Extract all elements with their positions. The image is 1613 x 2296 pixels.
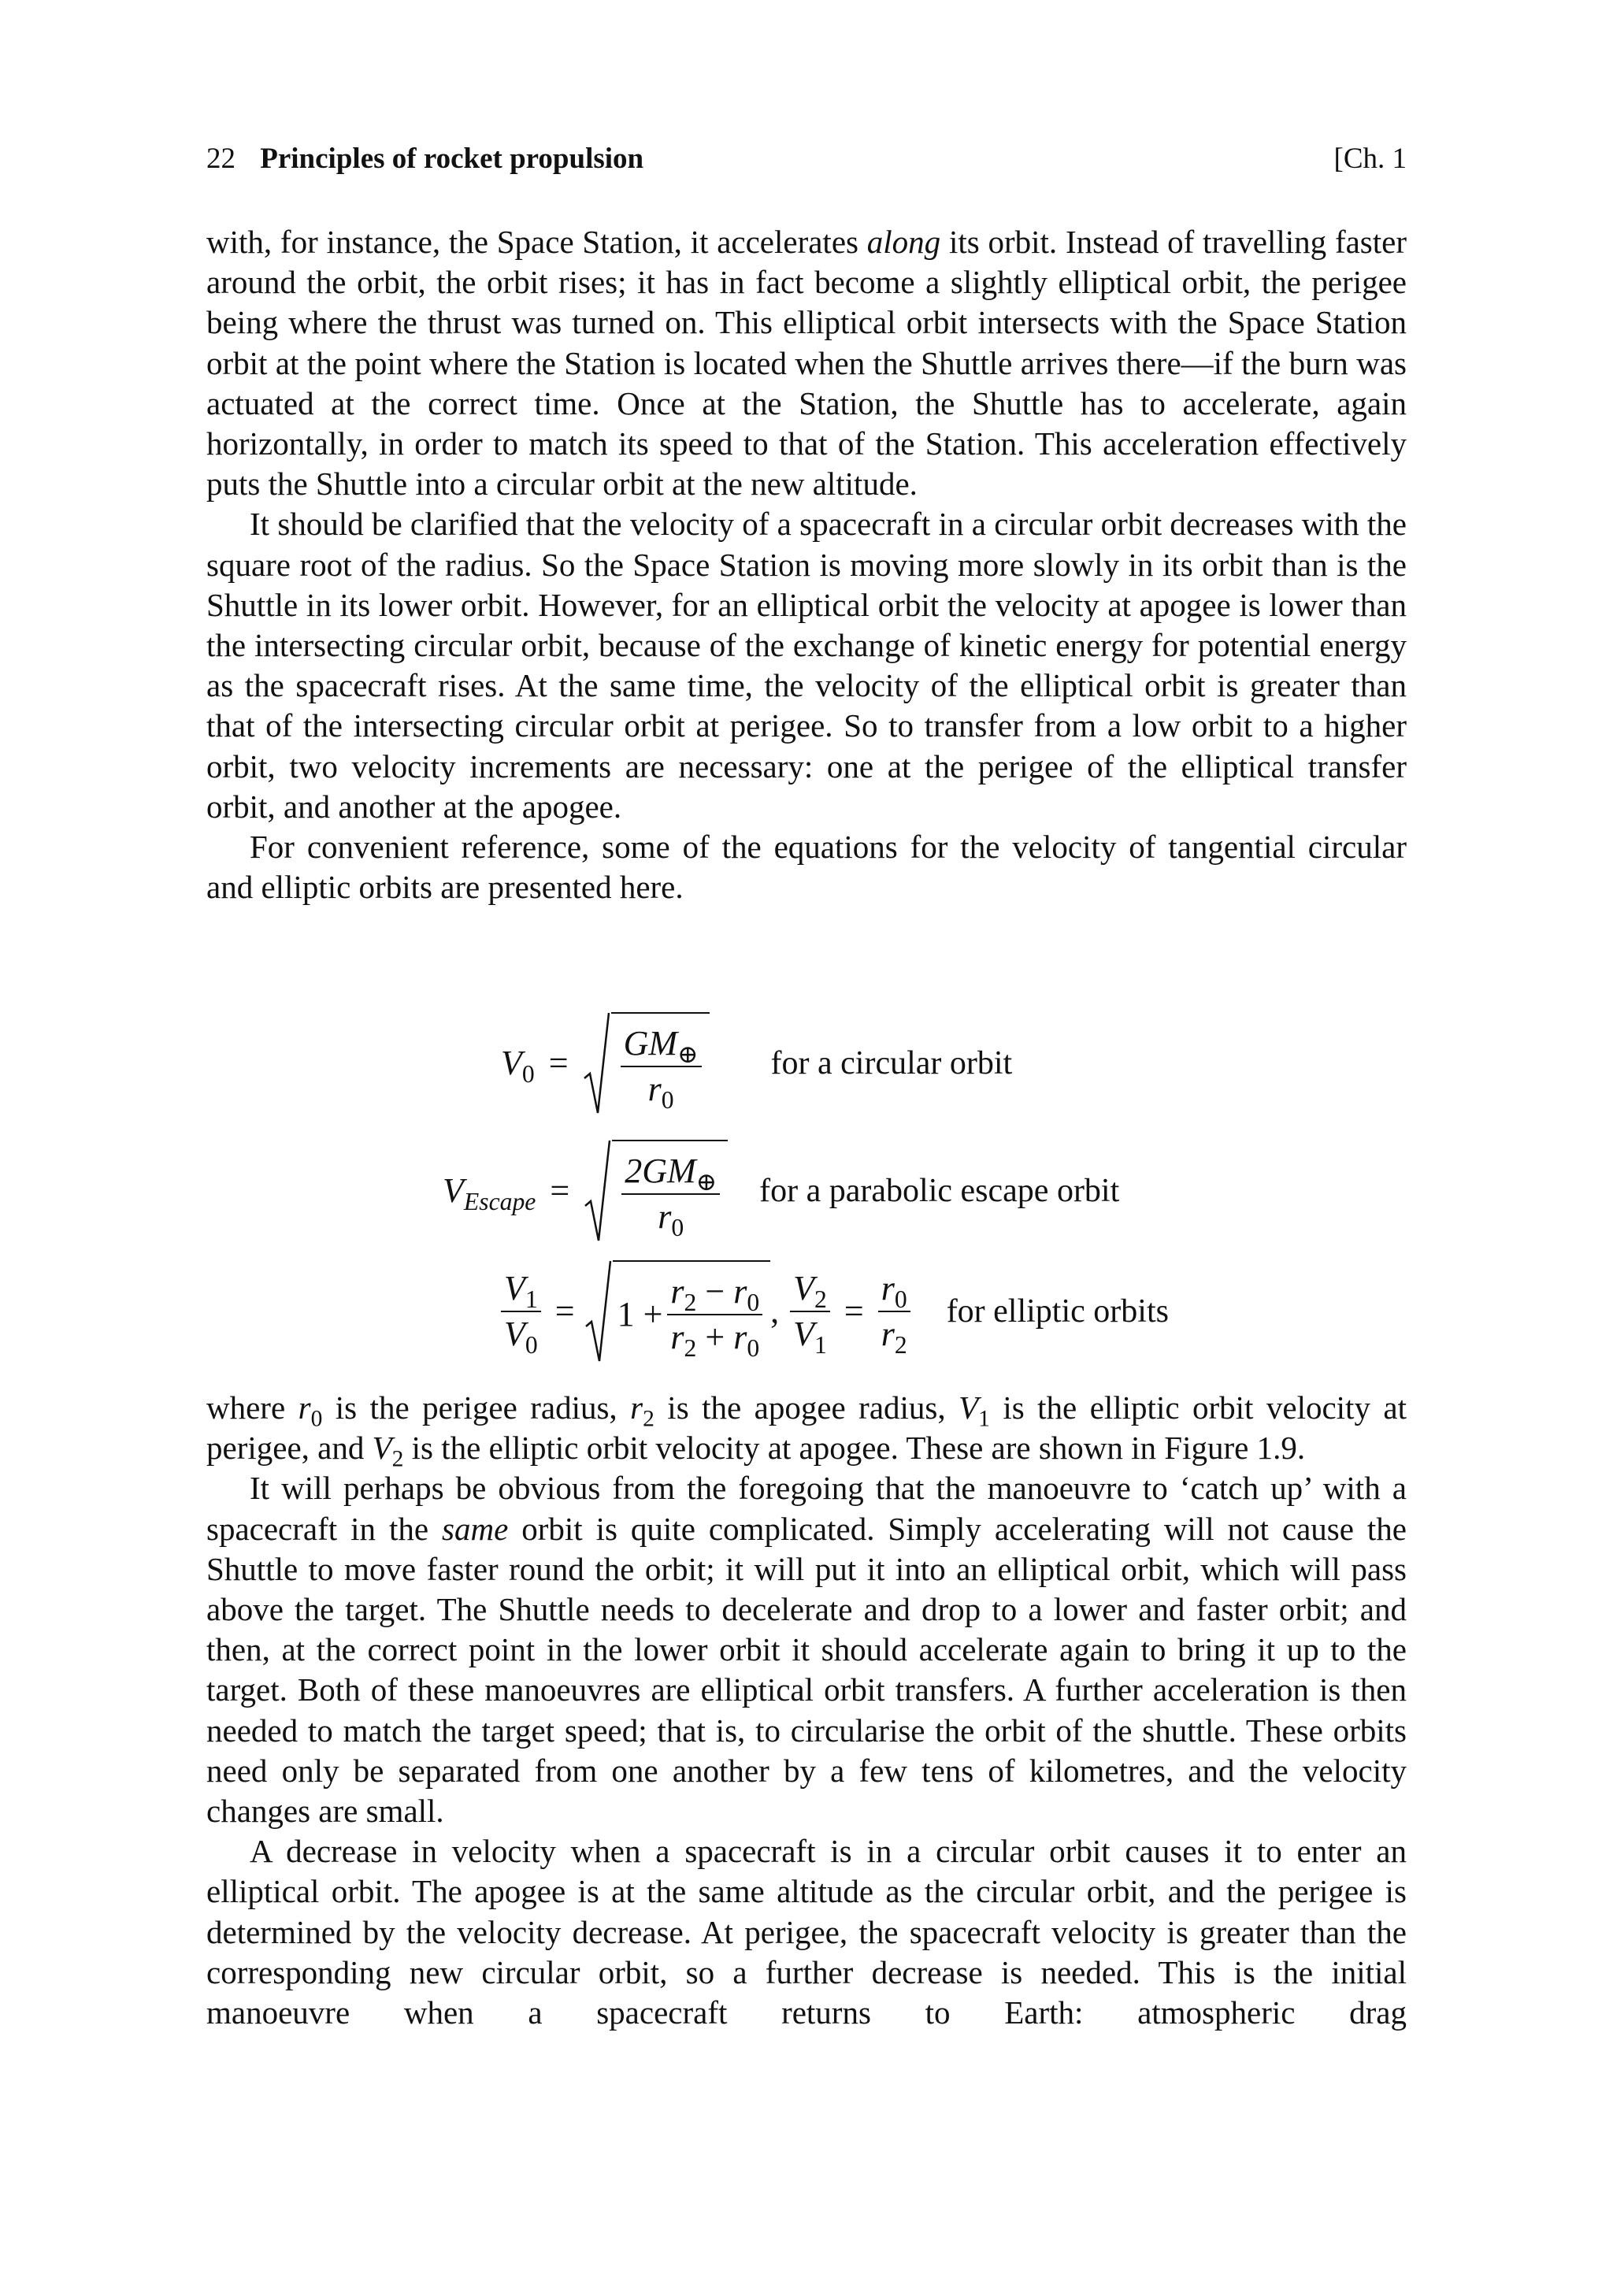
square-root: 1 + $\frac{r_2 - r_0}{r_2 + r_0}$	[584, 1260, 771, 1363]
chapter-label: [Ch. 1	[1333, 143, 1407, 175]
equation-escape-velocity: $V_{Escape}$ = $\frac{2GM_\oplus}{r_0}$ for a parabolic escape orbit	[443, 1140, 1119, 1242]
equation-condition: for a parabolic escape orbit	[759, 1173, 1120, 1209]
equation-circular-velocity: $V_0$ = $\frac{GM_\oplus}{r_0}$ for a circular orbit	[501, 1012, 1012, 1115]
running-header	[206, 142, 1407, 176]
square-root: $\frac{2GM_\oplus}{r_0}$	[584, 1140, 728, 1242]
square-root: $\frac{GM_\oplus}{r_0}$	[583, 1012, 710, 1115]
paragraph-6: A decrease in velocity when a spacecraft is in a circular orbit causes it to enter an elliptical orbit. The apogee is at the same altitude as the circular orbit, and the perigee is determined by the velocity decrease. At perigee, the spacecraft velocity is greater than the corresponding new circular orbit, so a further decrease is needed. This is the initial manoeuvre when a spacecraft returns to Earth: atmospheric drag	[206, 1833, 1407, 2031]
equation-condition: for a circular orbit	[770, 1045, 1013, 1081]
paragraph-2: It should be clarified that the velocity of a spacecraft in a circular orbit decreases with the square root of the radius. So the Space Station is moving more slowly in its orbit than is the Shuttle in its lower orbit. However, for an elliptical orbit the velocity at apogee is lower than the intersecting circular orbit, because of the exchange of kinetic energy for potential energy as the spacecraft rises. At the same time, the velocity of the elliptical orbit is greater than that of the intersecting circular orbit at perigee. So to transfer from a low orbit to a higher orbit, two velocity increments are necessary: one at the perigee of the elliptical transfer orbit, and another at the apogee.	[206, 506, 1407, 825]
equation-condition: for elliptic orbits	[946, 1293, 1169, 1330]
equation-elliptic-velocity: $\frac{V_1}{V_0}$ = 1 + $\frac{r_2 - r_0}{r_2 + r_0}$ , $\frac{V_2}{V_1}$ = $\frac{r_0}{r_2}$ for elliptic orbits	[496, 1260, 1169, 1363]
paragraph-5: It will perhaps be obvious from the foregoing that the manoeuvre to ‘catch up’ with a spacecraft in the same orbit is quite complicated. Simply accelerating will not cause the Shuttle to move faster round the orbit; it will put it into an elliptical orbit, which will pass above the target. The Shuttle needs to decelerate and drop to a lower and faster orbit; and then, at the correct point in the lower orbit it should accelerate again to bring it up to the target. Both of these manoeuvres are elliptical orbit transfers. A further acceleration is then needed to match the target speed; that is, to circularise the orbit of the shuttle. These orbits need only be separated from one another by a few tens of kilometres, and the velocity changes are small.	[206, 1470, 1407, 1830]
paragraph-1: with, for instance, the Space Station, it accelerates along its orbit. Instead of travelling faster around the orbit, the orbit rises; it has in fact become a slightly elliptical orbit, the perigee being where the thrust was turned on. This elliptical orbit intersects with the Space Station orbit at the point where the Station is located when the Shuttle arrives there—if the burn was actuated at the correct time. Once at the Station, the Shuttle has to accelerate, again horizontally, in order to match its speed to that of the Station. This acceleration effectively puts the Shuttle into a circular orbit at the new altitude.	[206, 224, 1407, 503]
paragraph-3: For convenient reference, some of the equations for the velocity of tangential circular and elliptic orbits are presented here.	[206, 829, 1407, 906]
lower-text-block	[206, 1388, 1407, 2033]
paragraph-4: where $r_0$ is the perigee radius, $r_2$ is the apogee radius, $V_1$ is the elliptic orbit velocity at perigee, and $V_2$ is the elliptic orbit velocity at apogee. These are shown in Figure 1.9.	[206, 1389, 1407, 1472]
upper-text-block	[206, 222, 1407, 907]
running-title: Principles of rocket propulsion	[260, 143, 644, 175]
page-number: 22	[206, 143, 235, 175]
